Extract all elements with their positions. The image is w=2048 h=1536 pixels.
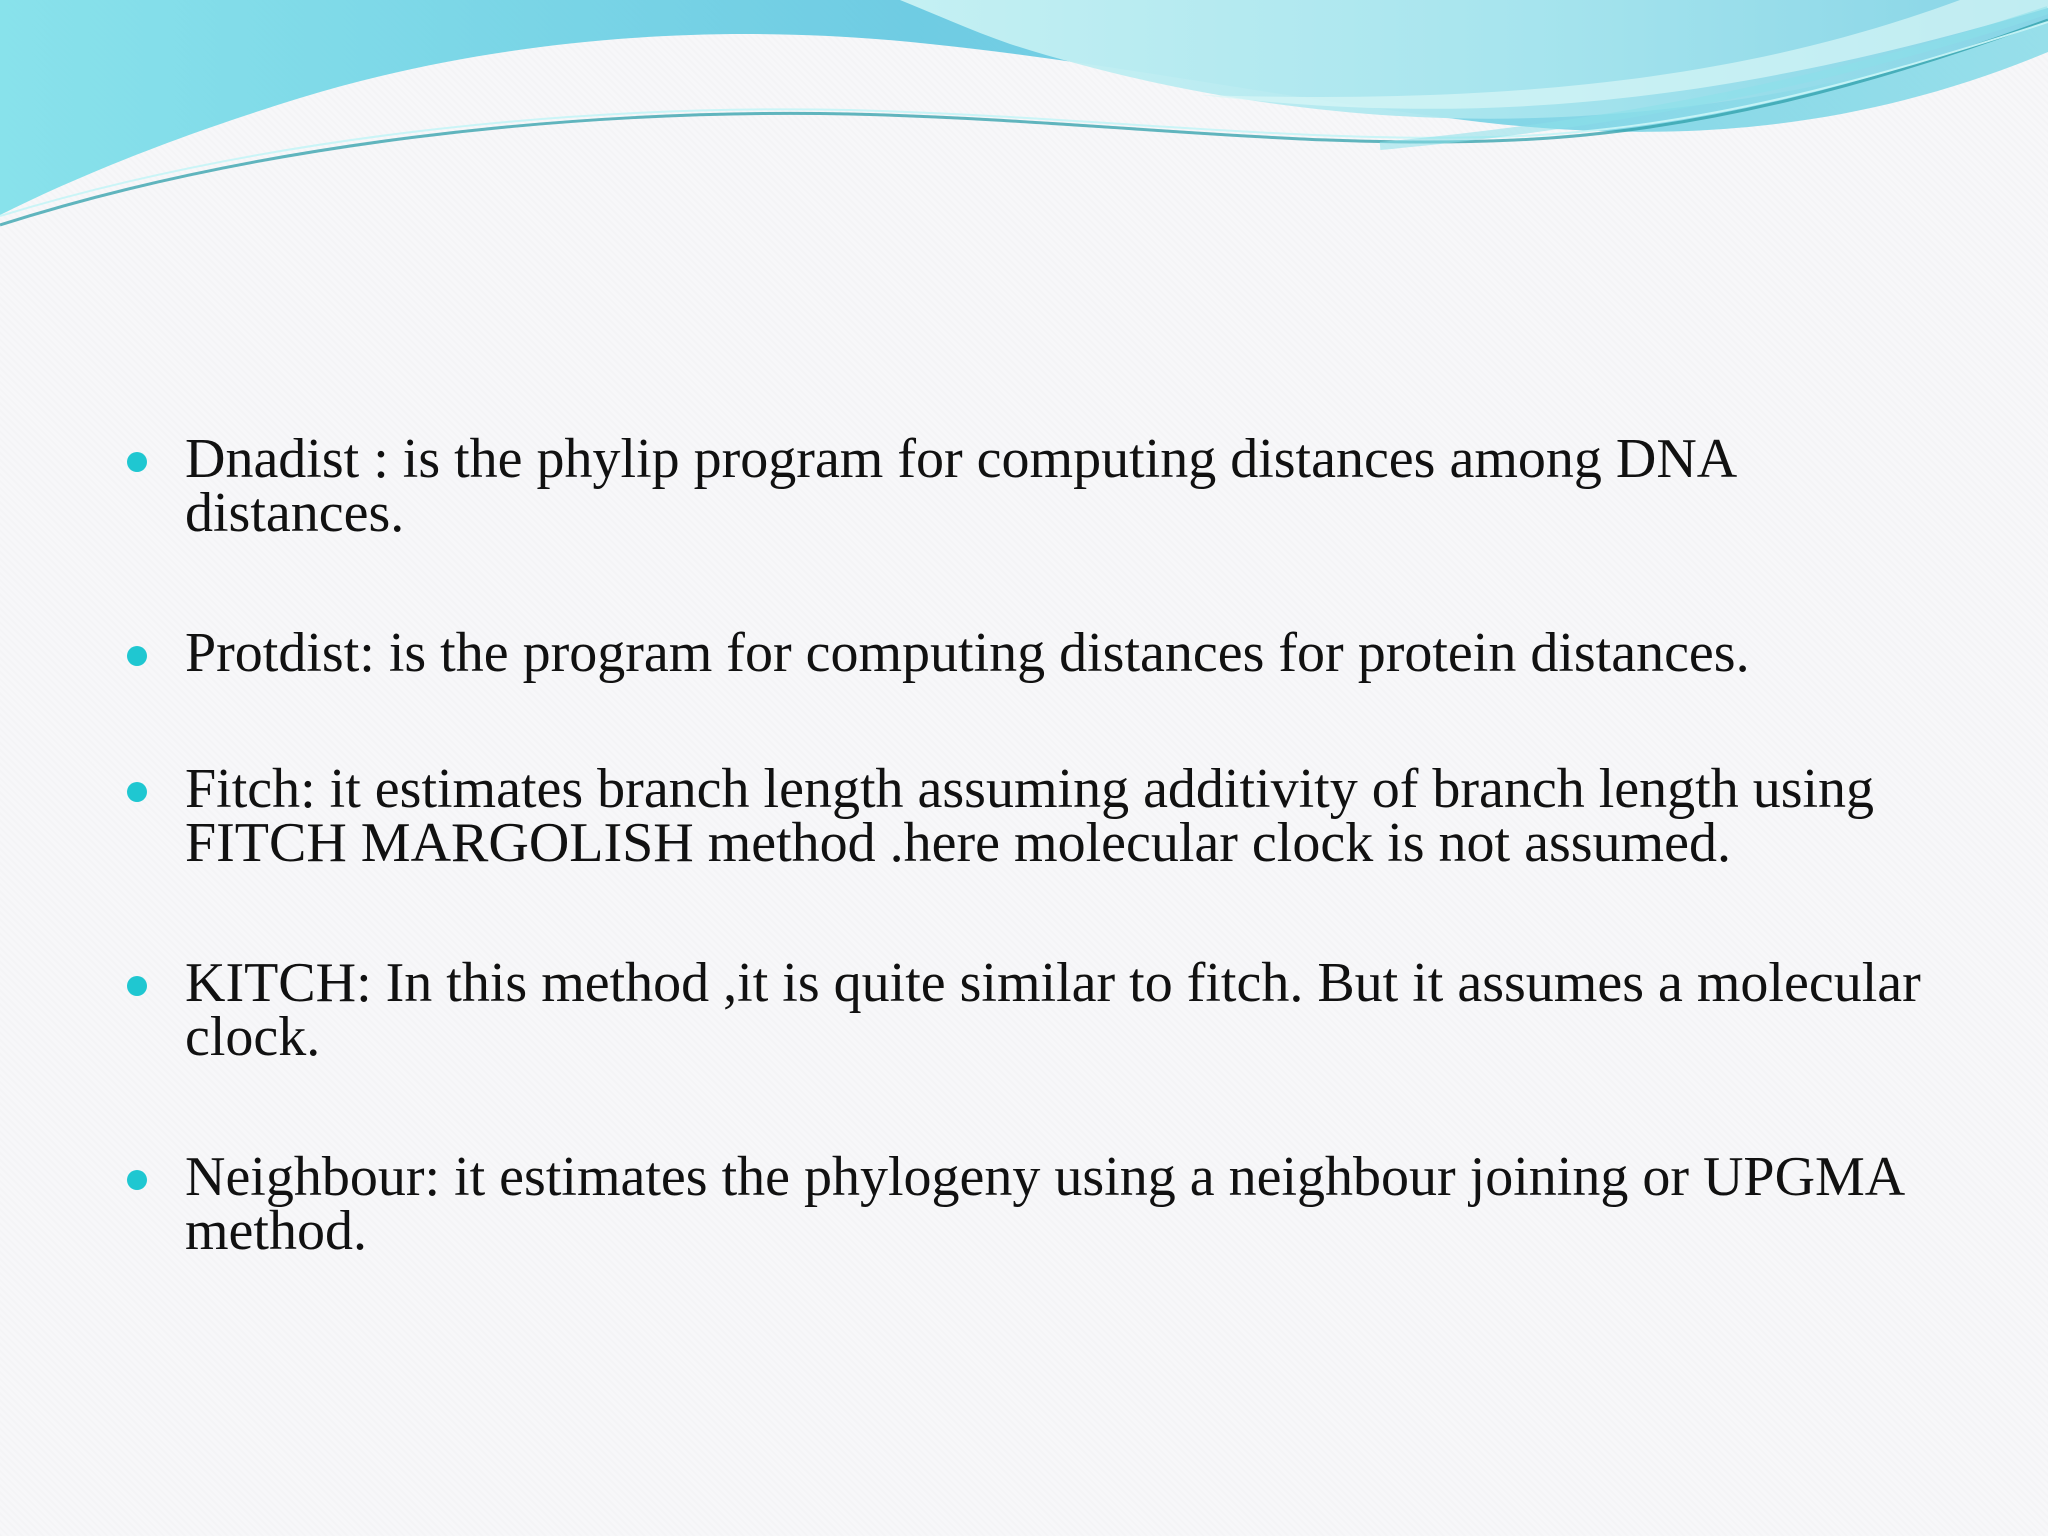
bullet-text: Protdist: is the program for computing distances for protein distances. <box>185 622 1750 684</box>
decorative-wave-header <box>0 0 2048 240</box>
bullet-dot-icon <box>127 646 147 666</box>
bullet-item-fitch <box>125 758 1955 874</box>
bullet-text: Dnadist : is the phylip program for computing distances among DNA distances. <box>185 428 1735 544</box>
bullet-item-kitch <box>125 952 1955 1068</box>
bullet-list <box>125 428 1955 1262</box>
bullet-item-dnadist <box>125 428 1955 544</box>
bullet-dot-icon <box>127 1170 147 1190</box>
bullet-text: KITCH: In this method ,it is quite similar to fitch. But it assumes a molecular clock. <box>185 952 1921 1068</box>
bullet-item-protdist <box>125 622 1955 684</box>
bullet-text: Fitch: it estimates branch length assuming additivity of branch length using FITCH MARGOLISH method .here molecular clock is not assumed. <box>185 758 1875 874</box>
bullet-item-neighbour <box>125 1146 1955 1262</box>
bullet-dot-icon <box>127 976 147 996</box>
bullet-text: Neighbour: it estimates the phylogeny using a neighbour joining or UPGMA method. <box>185 1146 1903 1262</box>
bullet-dot-icon <box>127 452 147 472</box>
slide-content <box>125 428 1955 1262</box>
bullet-dot-icon <box>127 782 147 802</box>
